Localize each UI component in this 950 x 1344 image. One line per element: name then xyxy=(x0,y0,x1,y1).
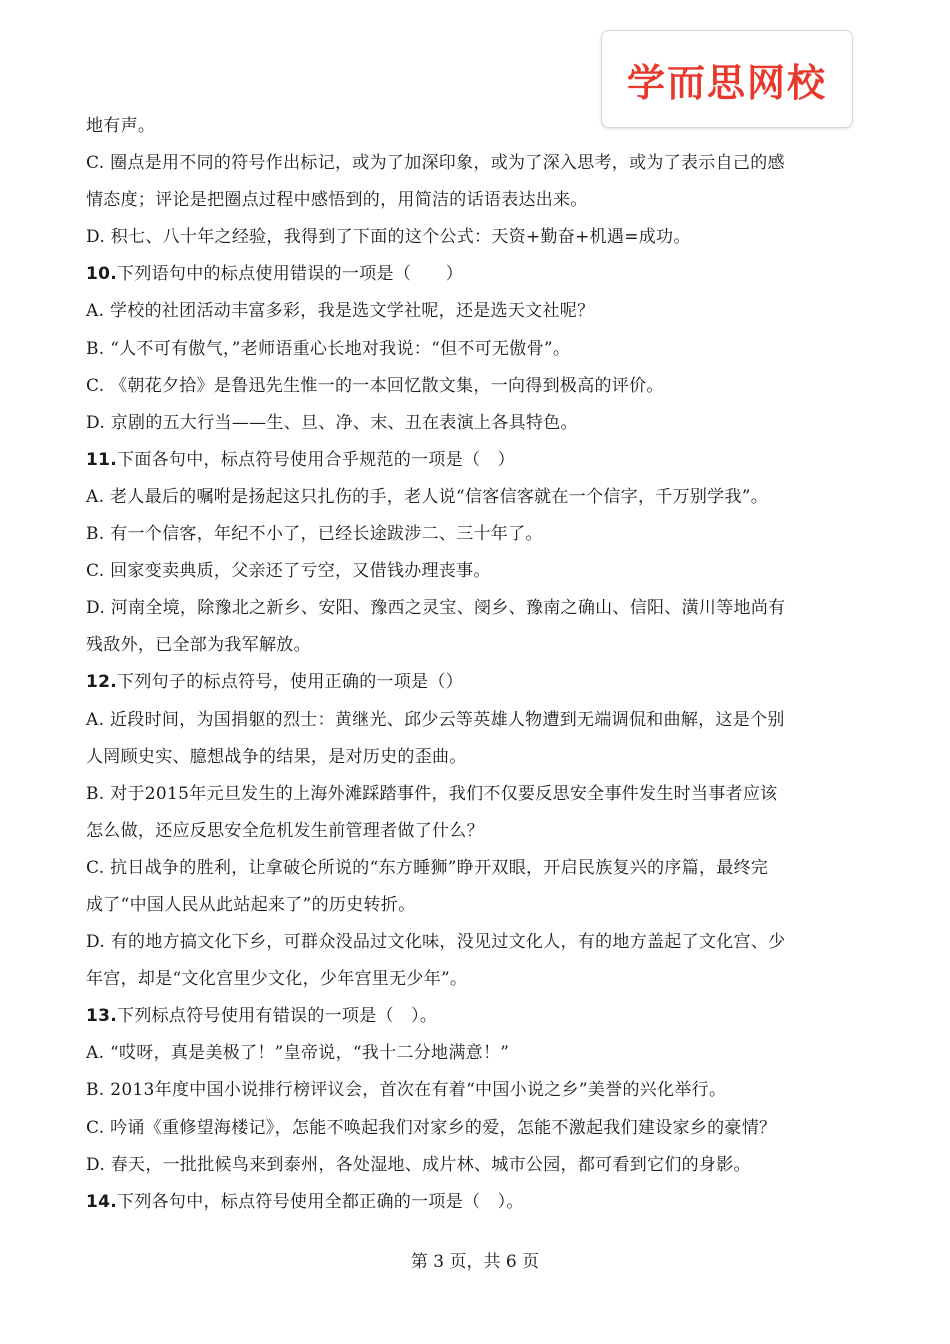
question-option: C. 吟诵《重修望海楼记》，怎能不唤起我们对家乡的爱，怎能不激起我们建设家乡的豪情？ xyxy=(86,1117,777,1138)
question-option: D. 河南全境，除豫北之新乡、安阳、豫西之灵宝、阌乡、豫南之确山、信阳、潢川等地尚有 xyxy=(86,598,786,619)
question-option: B. 有一个信客，年纪不小了，已经长途跋涉二、三十年了。 xyxy=(86,524,543,545)
question-option: D. 有的地方搞文化下乡，可群众没品过文化味，没见过文化人，有的地方盖起了文化宫、少 xyxy=(86,932,786,953)
question-13-stem: 13.下列标点符号使用有错误的一项是（ ）。 xyxy=(86,1006,438,1027)
text-line: 地有声。 xyxy=(86,116,156,136)
question-option: C. 抗日战争的胜利，让拿破仑所说的“东方睡狮”睁开双眼，开启民族复兴的序篇，最终完 xyxy=(86,857,769,878)
text-line: 怎么做，还应反思安全危机发生前管理者做了什么？ xyxy=(86,820,484,841)
logo-text: 学而思网校 xyxy=(626,60,827,105)
text-line: 年宫，却是“文化宫里少文化，少年宫里无少年”。 xyxy=(86,969,468,990)
question-option: C. 回家变卖典质，父亲还了亏空，又借钱办理丧事。 xyxy=(86,561,491,582)
question-option: D. 春天，一批批候鸟来到泰州，各处湿地、成片林、城市公园，都可看到它们的身影。 xyxy=(86,1154,751,1175)
page-content xyxy=(86,108,866,1221)
text-line: 残敌外，已全部为我军解放。 xyxy=(86,635,311,656)
question-12-stem: 12.下列句子的标点符号，使用正确的一项是（） xyxy=(86,672,464,693)
question-option: A. 老人最后的嘱咐是扬起这只扎伤的手，老人说“信客信客就在一个信字，千万别学我”。 xyxy=(86,486,769,507)
question-10-stem: 10.下列语句中的标点使用错误的一项是（ ） xyxy=(86,264,464,285)
text-line: 情态度；评论是把圈点过程中感悟到的，用简洁的话语表达出来。 xyxy=(86,190,588,211)
question-option: B. 对于2015年元旦发生的上海外滩踩踏事件，我们不仅要反思安全事件发生时当事者应该 xyxy=(86,783,778,804)
question-option: C. 《朝花夕拾》是鲁迅先生惟一的一本回忆散文集，一向得到极高的评价。 xyxy=(86,375,664,396)
text-line: 人罔顾史实、臆想战争的结果，是对历史的歪曲。 xyxy=(86,746,467,767)
page-footer: 第 3 页，共 6 页 xyxy=(410,1252,540,1272)
question-11-stem: 11.下面各句中，标点符号使用合乎规范的一项是（ ） xyxy=(86,449,515,470)
question-14-stem: 14.下列各句中，标点符号使用全都正确的一项是（ ）。 xyxy=(86,1191,524,1212)
text-line: C. 圈点是用不同的符号作出标记，或为了加深印象，或为了深入思考，或为了表示自己的感 xyxy=(86,153,785,174)
text-line: 成了“中国人民从此站起来了”的历史转折。 xyxy=(86,894,416,915)
question-option: D. 京剧的五大行当——生、旦、净、末、丑在表演上各具特色。 xyxy=(86,412,578,433)
question-option: B. “人不可有傲气，”老师语重心长地对我说：“但不可无傲骨”。 xyxy=(86,338,571,359)
question-option: A. 学校的社团活动丰富多彩，我是选文学社呢，还是选天文社呢？ xyxy=(86,301,595,322)
question-option: A. 近段时间，为国捐躯的烈士：黄继光、邱少云等英雄人物遭到无端调侃和曲解，这是个别 xyxy=(86,709,785,730)
question-option: B. 2013年度中国小说排行榜评议会，首次在有着“中国小说之乡”美誉的兴化举行。 xyxy=(86,1080,727,1101)
text-line: D. 积七、八十年之经验，我得到了下面的这个公式：天资+勤奋+机遇=成功。 xyxy=(86,227,691,248)
question-option: A. “哎呀，真是美极了！”皇帝说，“我十二分地满意！” xyxy=(86,1043,510,1064)
